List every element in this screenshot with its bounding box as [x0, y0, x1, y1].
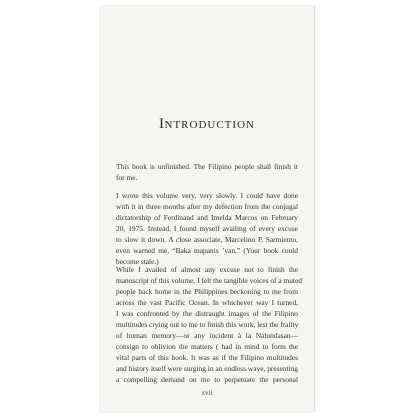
- text-line: I wrote this volume very, very slowly. I could have done: [116, 191, 298, 200]
- text-line: 20, 1975. Instead, I found myself availing of every excuse: [116, 224, 298, 233]
- text-line: and history itself were surging in an endless wave, presenting: [116, 364, 298, 373]
- text-line: multitudes crying out to me to finish this work, lest the frailty: [116, 320, 299, 329]
- text-line: even warned me, “Baka mapanis ’yan.” (Your book could: [116, 246, 298, 255]
- text-line: become stale.): [116, 257, 159, 266]
- text-line: dictatorship of Ferdinand and Imelda Marcos on February: [116, 213, 298, 222]
- text-line: manuscript of this volume, I felt the tangible voices of a muted: [116, 276, 302, 285]
- text-line: While I availed of almost any excuse not to finish the: [116, 265, 298, 274]
- page-edge: [314, 6, 316, 412]
- book-page: [100, 6, 314, 412]
- text-line: This book is unfinished. The Filipino people shall finish it: [116, 162, 298, 171]
- text-line: consign to oblivion the matters ( had in mind to form the: [116, 342, 298, 351]
- paragraph-1: [116, 161, 298, 183]
- page-number: xvii: [201, 389, 213, 397]
- text-line: a compelling demand on me to perpetuate the personal: [116, 375, 298, 384]
- text-line: I was confronted by the distraught images of the Filipino: [116, 309, 298, 318]
- paragraph-3: [116, 264, 302, 385]
- text-line: of human memory—or any incident à la Nalundasan—: [116, 331, 298, 340]
- text-line: vital parts of this book. It was as if the Filipino multitudes: [116, 353, 298, 362]
- text-line: with it in three months after my defection from the conjugal: [116, 202, 298, 211]
- text-line: people back home in the Philippines beckoning to me from: [116, 287, 298, 296]
- chapter-title-rest: NTRODUCTION: [164, 119, 255, 131]
- text-line: for me.: [116, 173, 138, 182]
- chapter-title: [100, 116, 314, 133]
- paragraph-2: [116, 190, 298, 267]
- text-line: to slow it down. A close associate, Marcelino P. Sarmiento,: [116, 235, 298, 244]
- chapter-title-initial: I: [159, 116, 165, 132]
- text-line: across the vast Pacific Ocean. In whichever way I turned,: [116, 298, 298, 307]
